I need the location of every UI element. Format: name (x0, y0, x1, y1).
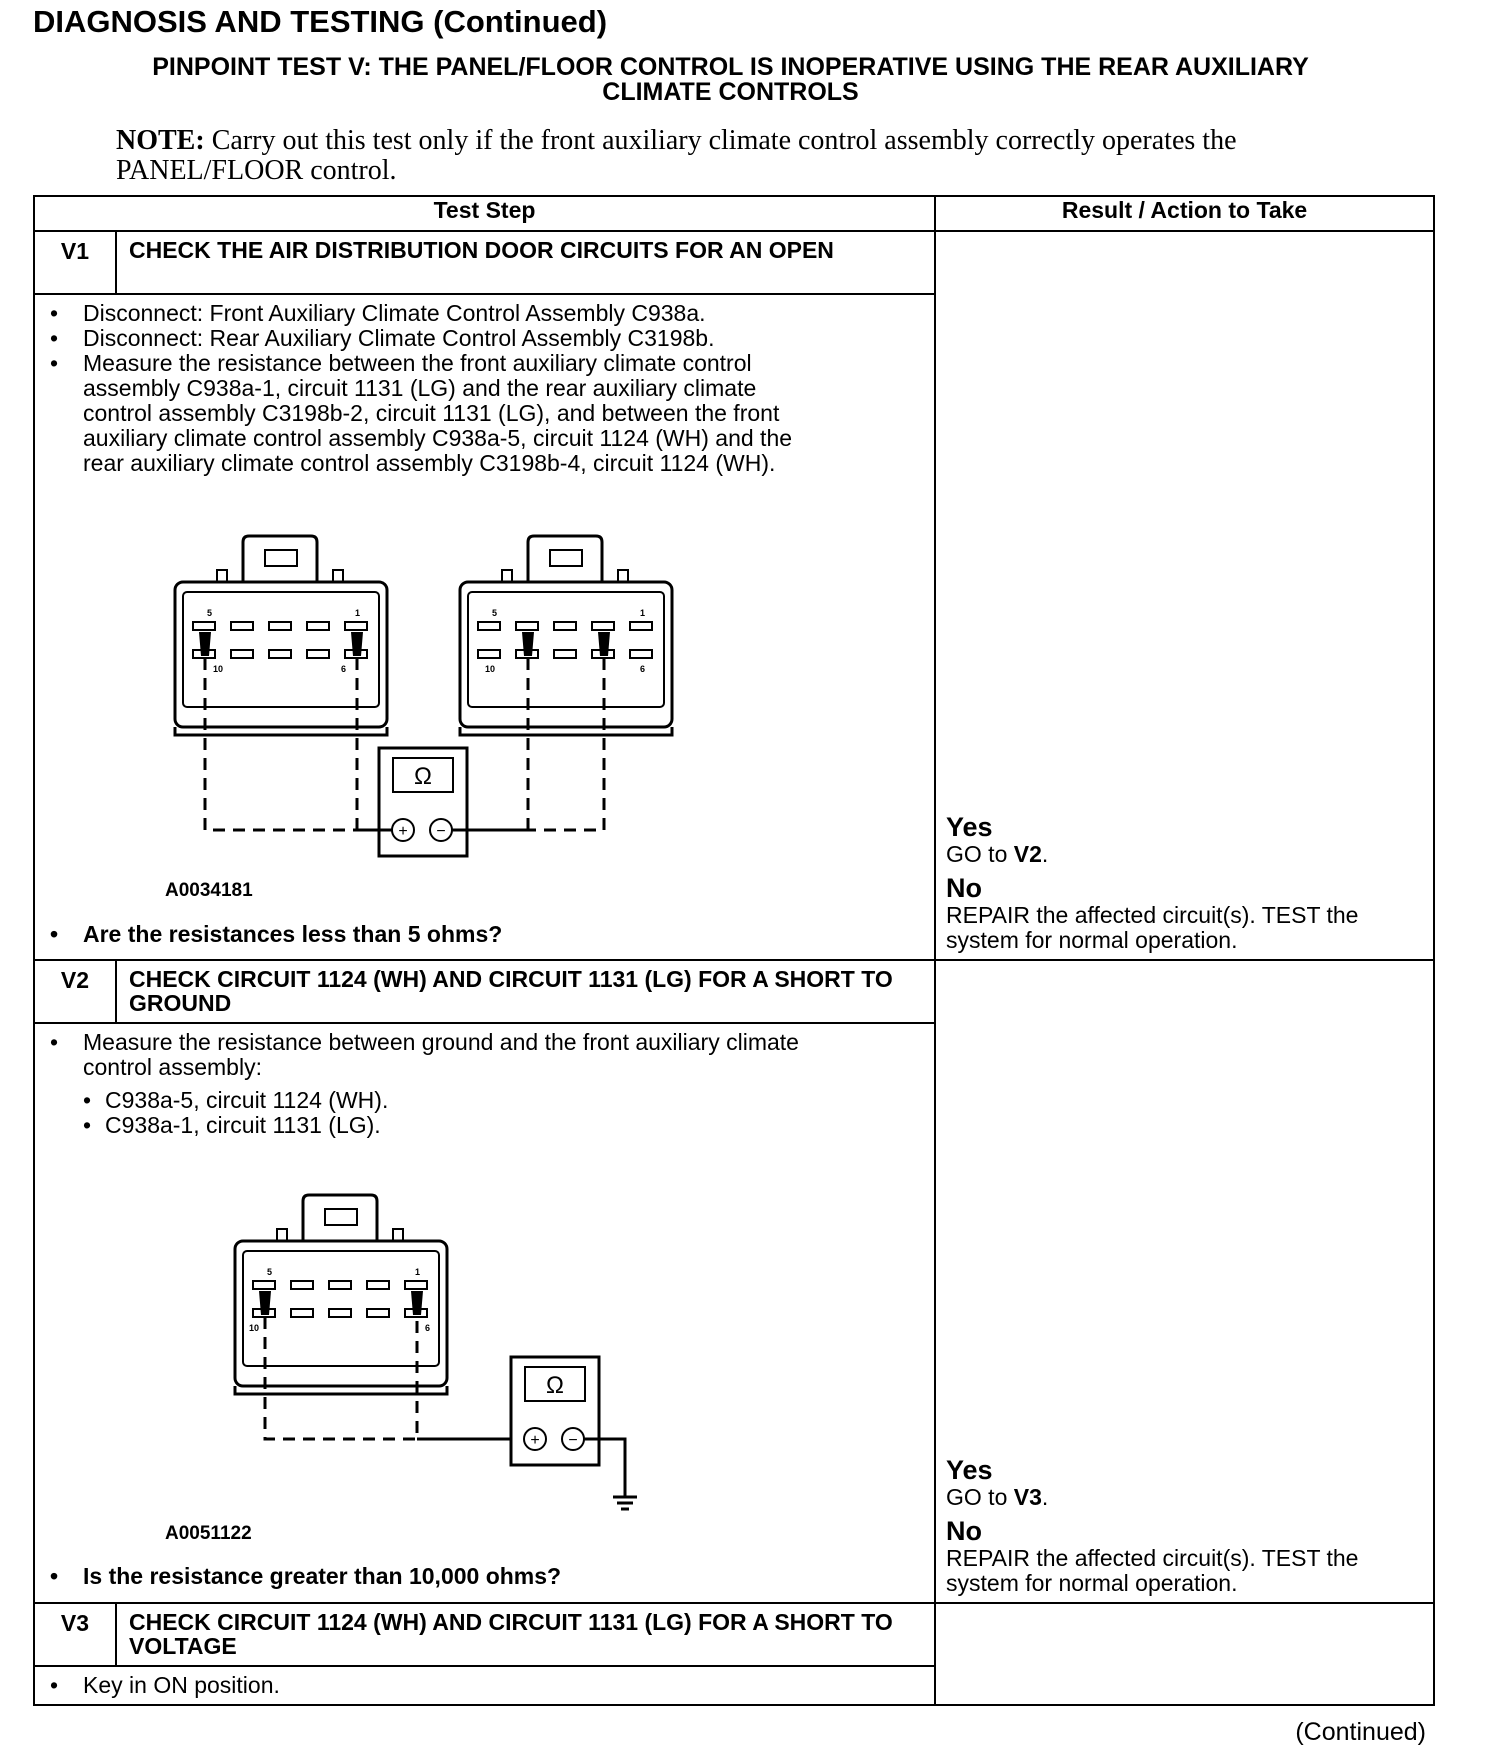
note-label: NOTE: (116, 125, 205, 156)
pin-label-1: 1 (640, 608, 646, 618)
step-v1-title-row (34, 231, 1434, 294)
yes-action: GO to V2. (946, 841, 1049, 867)
diagram-a0034181 (155, 530, 775, 890)
step-v2-body (34, 1023, 935, 1603)
plus-terminal: + (398, 823, 408, 840)
sub-list-item: • C938a-1, circuit 1131 (LG). (83, 1113, 924, 1138)
pin-label-10: 10 (249, 1323, 260, 1333)
step-id: V2 (34, 960, 116, 1023)
test-title-line-1: PINPOINT TEST V: THE PANEL/FLOOR CONTROL IS INOPERATIVE USING THE REAR AUXILIARY (152, 53, 1309, 81)
note-text: Carry out this test only if the front auxiliary climate control assembly correctly operates the PANEL/FLOOR control. (116, 125, 1237, 186)
pinpoint-test-title (33, 55, 1428, 105)
list-item: • Measure the resistance between ground and the front auxiliary climate control assembly: (47, 1030, 817, 1080)
yes-label: Yes (946, 1455, 993, 1485)
yes-action: GO to V3. (946, 1484, 1049, 1510)
step-title: CHECK THE AIR DISTRIBUTION DOOR CIRCUITS FOR AN OPEN (116, 231, 935, 294)
ohm-symbol: Ω (546, 1372, 564, 1399)
step-title: CHECK CIRCUIT 1124 (WH) AND CIRCUIT 1131 (LG) FOR A SHORT TO VOLTAGE (116, 1603, 935, 1666)
yes-target-link: V3 (1013, 1484, 1042, 1510)
step-question: • Is the resistance greater than 10,000 ohms? (47, 1564, 561, 1589)
no-label: No (946, 1516, 983, 1546)
step-v1-body (34, 294, 935, 960)
step-title: CHECK CIRCUIT 1124 (WH) AND CIRCUIT 1131 (LG) FOR A SHORT TO GROUND (116, 960, 935, 1023)
list-item: • Disconnect: Rear Auxiliary Climate Control Assembly C3198b. (47, 326, 817, 351)
no-action: REPAIR the affected circuit(s). TEST the system for normal operation. (946, 1545, 1359, 1596)
test-title-line-2: CLIMATE CONTROLS (602, 78, 859, 106)
table-header-row (34, 196, 1434, 231)
note (116, 126, 1266, 186)
step-v2-title-row (34, 960, 1434, 1023)
pin-label-1: 1 (355, 608, 361, 618)
header-result: Result / Action to Take (935, 196, 1434, 231)
step-v3-result (935, 1603, 1434, 1705)
step-id: V1 (34, 231, 116, 294)
pin-label-10: 10 (485, 664, 496, 674)
pin-label-1: 1 (415, 1267, 421, 1277)
pin-label-10: 10 (213, 664, 224, 674)
pin-label-5: 5 (207, 608, 213, 618)
step-v2-result (935, 960, 1434, 1603)
plus-terminal: + (530, 1432, 540, 1449)
no-action: REPAIR the affected circuit(s). TEST the system for normal operation. (946, 902, 1359, 953)
step-v3-body (34, 1666, 935, 1705)
continued-label: (Continued) (1295, 1718, 1426, 1746)
pin-label-6: 6 (640, 664, 646, 674)
minus-terminal: − (568, 1432, 578, 1449)
pin-label-6: 6 (425, 1323, 431, 1333)
pin-label-5: 5 (492, 608, 498, 618)
pin-label-5: 5 (267, 1267, 273, 1277)
sub-list-item: • C938a-5, circuit 1124 (WH). (83, 1088, 924, 1113)
list-item: • Key in ON position. (47, 1673, 924, 1698)
step-v1-result (935, 231, 1434, 960)
figure-id: A0051122 (165, 1523, 252, 1544)
pin-label-6: 6 (341, 664, 347, 674)
header-test-step: Test Step (34, 196, 935, 231)
yes-target-link: V2 (1013, 841, 1042, 867)
diagram-a0051122 (215, 1189, 685, 1529)
step-question: • Are the resistances less than 5 ohms? (47, 922, 502, 947)
page-title: DIAGNOSIS AND TESTING (Continued) (33, 4, 608, 39)
list-item: • Measure the resistance between the front auxiliary climate control assembly C938a-1, circuit 1131 (LG) and the rear auxiliary climate control assembly C3198b-2, circuit 1131 (LG), and between the front auxiliary climate control assembly C938a-5, circuit 1124 (WH) and the rear auxiliary climate control assembly C3198b-4, circuit 1124 (WH). (47, 351, 817, 476)
minus-terminal: − (436, 823, 446, 840)
ohm-symbol: Ω (414, 763, 432, 790)
step-v3-title-row (34, 1603, 1434, 1666)
no-label: No (946, 873, 983, 903)
yes-label: Yes (946, 812, 993, 842)
step-id: V3 (34, 1603, 116, 1666)
list-item: • Disconnect: Front Auxiliary Climate Control Assembly C938a. (47, 301, 817, 326)
pinpoint-test-table (33, 195, 1435, 1706)
figure-id: A0034181 (165, 880, 253, 901)
